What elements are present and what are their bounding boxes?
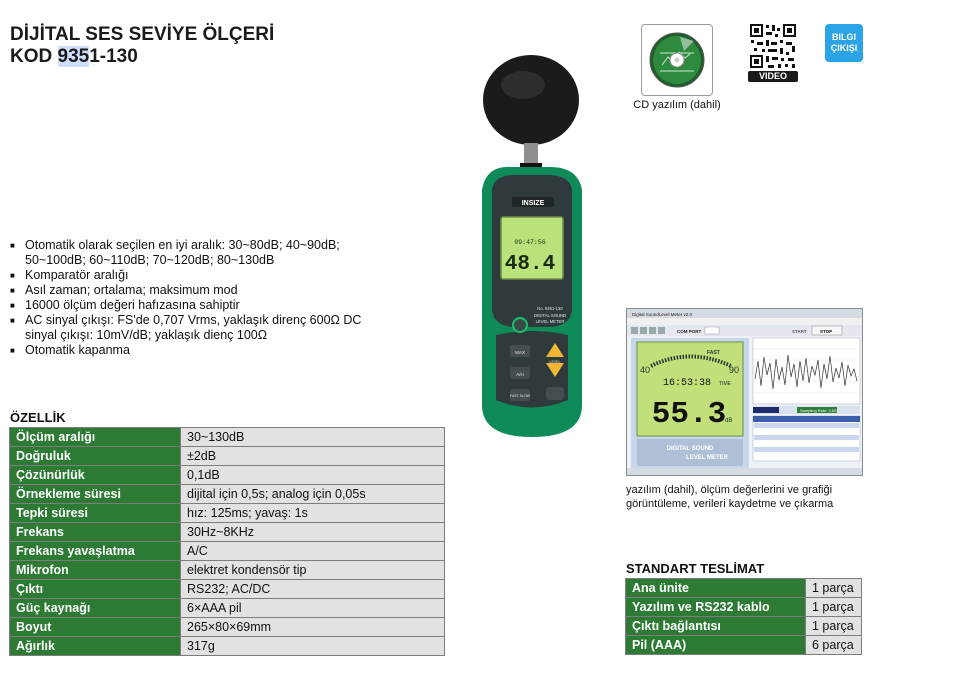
software-caption: yazılım (dahil), ölçüm değerlerini ve grafiği görüntüleme, verileri kaydetme ve çıkarma [626,484,834,510]
spec-label: Örnekleme süresi [10,485,181,504]
delivery-value: 1 parça [806,617,862,636]
table-row [10,428,445,447]
table-row [10,523,445,542]
sw-lcd-value: 55.3 [651,397,727,432]
feature-item: ■ Otomatik olarak seçilen en iyi aralık: 30~80dB; 40~90dB; 50~100dB; 60~110dB; 70~120dB; 80~130dB [10,238,390,268]
spec-label: Güç kaynağı [10,599,181,618]
device-lcd-value: 48.4 [504,253,556,276]
table-row [10,485,445,504]
feature-item: ■ AC sinyal çıkışı: FS'de 0,707 Vrms, yaklaşık direnç 600Ω DC sinyal çıkışı: 10mV/dB; yaklaşık dienç 100Ω [10,313,390,343]
table-row [10,599,445,618]
device-name-2: LEVEL METER [535,319,565,324]
spec-label: Tepki süresi [10,504,181,523]
spec-label: Çözünürlük [10,466,181,485]
qr-code[interactable] [748,22,798,82]
product-title [10,24,274,68]
specs-table [9,427,445,656]
spec-value: 265×80×69mm [181,618,445,637]
spec-label: Ölçüm aralığı [10,428,181,447]
spec-label: Ağırlık [10,637,181,656]
table-row [10,618,445,637]
sw-com-port: COM PORT [677,329,702,334]
feature-item: ■ Komparatör aralığı [10,268,390,283]
table-row [10,542,445,561]
device-illustration [468,45,596,440]
cd-badge [641,24,713,96]
spec-label: Mikrofon [10,561,181,580]
sw-time-label: TIME [719,381,731,387]
table-row [10,504,445,523]
code-prefix: KOD [10,46,58,67]
table-row [10,637,445,656]
sw-range-high: 90 [729,365,740,375]
delivery-value: 1 parça [806,579,862,598]
feature-list [10,238,390,358]
spec-value: 6×AAA pil [181,599,445,618]
device-btn-level: LEVEL [549,360,561,364]
sound-level-meter-image [468,45,596,440]
cd-icon [642,25,712,95]
spec-value: 0,1dB [181,466,445,485]
spec-label: Frekans [10,523,181,542]
sw-lcd-time: 16:53:38 [663,378,712,389]
device-btn-max: MAX [515,350,525,355]
code-rest: 1-130 [89,46,138,67]
device-lcd-time: 09:47:56 [514,239,546,246]
product-name: DİJİTAL SES SEVİYE ÖLÇERİ [10,24,275,45]
delivery-value: 1 parça [806,598,862,617]
sw-stop: STOP [820,329,833,334]
output-badge: BILGI ÇIKIŞI [825,24,863,62]
device-brand: INSIZE [521,200,545,207]
software-illustration [627,309,863,476]
spec-value: ±2dB [181,447,445,466]
spec-value: 30~130dB [181,428,445,447]
feature-item: ■ Otomatik kapanma [10,343,390,358]
sw-sampling: Sampling Rate: 0.5S [800,408,837,413]
device-btn-ah: A/H [516,372,524,377]
table-row [626,617,862,636]
sw-fast: FAST [707,350,720,356]
table-row [626,636,862,655]
sw-footer-1: DIGITAL SOUND [666,446,714,452]
qr-icon [748,22,798,71]
spec-label: Doğruluk [10,447,181,466]
spec-label: Çıktı [10,580,181,599]
code-highlight: 935 [57,46,90,67]
sw-footer-2: LEVEL METER [686,455,728,461]
spec-value: A/C [181,542,445,561]
table-row [10,466,445,485]
cd-caption: CD yazılım (dahil) [633,99,721,111]
sw-window-title: Digital SoundLevel Meter v2.0 [632,312,693,317]
spec-value: RS232; AC/DC [181,580,445,599]
spec-value: 30Hz~8KHz [181,523,445,542]
device-btn-fast: FAST SLOW [510,394,530,398]
spec-label: Boyut [10,618,181,637]
delivery-label: Pil (AAA) [626,636,806,655]
feature-item: ■ Asıl zaman; ortalama; maksimum mod [10,283,390,298]
specs-title: ÖZELLİK [10,410,66,425]
device-name-1: DIGITAL SOUND [533,313,567,318]
delivery-label: Yazılım ve RS232 kablo [626,598,806,617]
spec-value: hız: 125ms; yavaş: 1s [181,504,445,523]
table-row [10,580,445,599]
delivery-label: Ana ünite [626,579,806,598]
delivery-table [625,578,862,655]
table-row [10,447,445,466]
qr-video-label: VIDEO [748,71,798,82]
delivery-value: 6 parça [806,636,862,655]
feature-item: ■ 16000 ölçüm değeri hafızasına sahiptir [10,298,390,313]
table-row [626,598,862,617]
table-row [626,579,862,598]
spec-value: 317g [181,637,445,656]
device-model: No. 9351-130 [537,306,563,311]
spec-value: dijital için 0,5s; analog için 0,05s [181,485,445,504]
sw-range-low: 40 [640,365,651,375]
sw-start: START [792,329,807,334]
software-screenshot [626,308,863,476]
delivery-label: Çıktı bağlantısı [626,617,806,636]
spec-value: elektret kondensör tip [181,561,445,580]
product-code [10,46,274,68]
delivery-title: STANDART TESLİMAT [626,561,765,576]
spec-label: Frekans yavaşlatma [10,542,181,561]
table-row [10,561,445,580]
sw-unit: dB [725,418,733,424]
